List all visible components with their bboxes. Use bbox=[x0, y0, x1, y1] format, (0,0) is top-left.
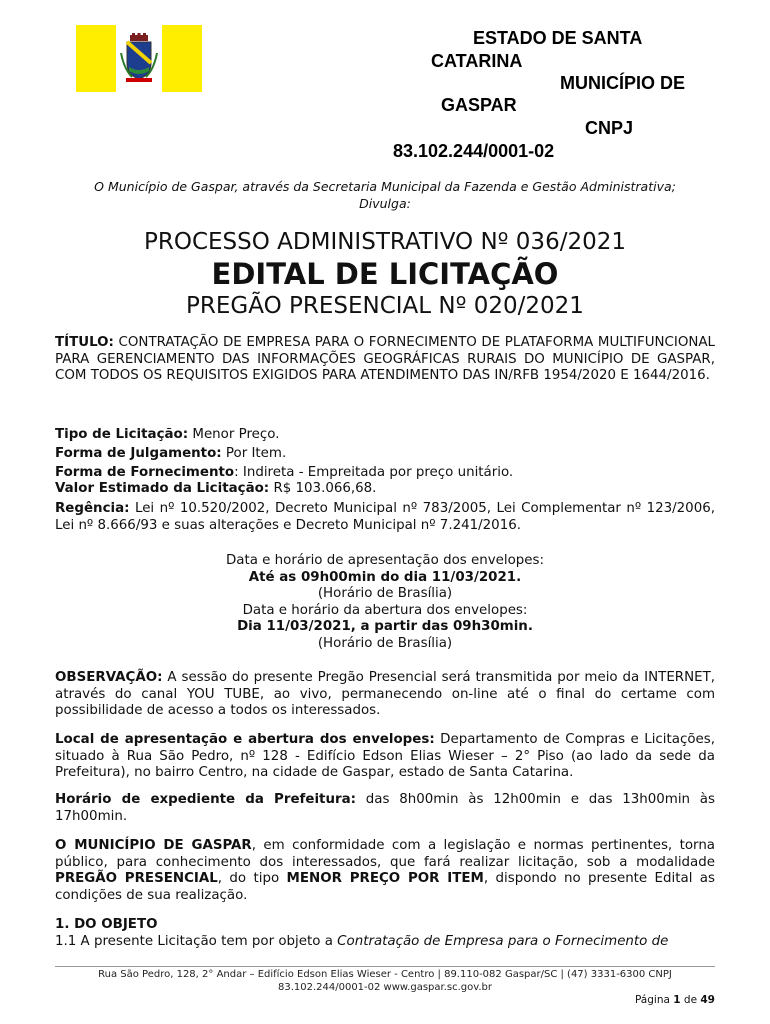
tipo-line bbox=[55, 426, 715, 444]
municipio-tipo: MENOR PREÇO POR ITEM bbox=[286, 871, 484, 886]
local-text: Departamento de Compras e Licitações, situado à Rua São Pedro, nº 128 - Edifício Edson Elias Wieser – 2° Piso (ao lado da sede da Prefeitura), no bairro Centro, na cidade de Gaspar, estado de Santa Catarina. bbox=[55, 732, 715, 780]
valor-label: Valor Estimado da Licitação: bbox=[55, 481, 270, 496]
schedule-delivery-label: Data e horário de apresentação dos envelopes: bbox=[225, 553, 545, 568]
objeto-section bbox=[55, 917, 715, 950]
footer-address bbox=[55, 969, 715, 994]
tipo-value: Menor Preço. bbox=[192, 427, 280, 442]
processo-title: PROCESSO ADMINISTRATIVO Nº 036/2021 bbox=[144, 229, 626, 255]
municipio-text3: , dispondo no presente Edital as condições de sua realização. bbox=[55, 871, 715, 903]
page-current: 1 bbox=[673, 994, 681, 1006]
flag-white-center bbox=[116, 25, 162, 92]
municipio-text2: , do tipo bbox=[217, 871, 287, 886]
horario-paragraph bbox=[55, 792, 715, 825]
footer-line1: Rua São Pedro, 128, 2° Andar – Edifício Edson Elias Wieser - Centro | 89.110-082 Gaspar/SC | (47) 3331-6300 CNPJ bbox=[98, 969, 672, 980]
regencia-value: Lei nº 10.520/2002, Decreto Municipal nº 783/2005, Lei Complementar nº 123/2006, Lei nº 8.666/93 e suas alterações e Decreto Municipal nº 7.241/2016. bbox=[55, 501, 715, 533]
schedule-opening-label: Data e horário da abertura dos envelopes: bbox=[242, 602, 528, 618]
intro-text: O Município de Gaspar, através da Secretaria Municipal da Fazenda e Gestão Administrativa; Divulga: bbox=[94, 179, 676, 211]
local-paragraph bbox=[55, 732, 715, 782]
info-block bbox=[55, 426, 715, 498]
horario-text: das 8h00min às 12h00min e das 13h00min às 17h00min. bbox=[55, 792, 715, 824]
horario-label: Horário de expediente da Prefeitura: bbox=[55, 792, 356, 807]
titulo-label: TÍTULO: bbox=[55, 335, 114, 350]
flag-yellow-left bbox=[76, 25, 116, 92]
schedule-delivery-timezone: (Horário de Brasília) bbox=[317, 586, 453, 601]
observacao-paragraph bbox=[55, 670, 715, 720]
municipio-modalidade: PREGÃO PRESENCIAL bbox=[55, 871, 218, 886]
fornecimento-label: Forma de Fornecimento bbox=[55, 465, 235, 480]
flag-yellow-right bbox=[162, 25, 202, 92]
footer-line2: 83.102.244/0001-02 www.gaspar.sc.gov.br bbox=[277, 981, 493, 993]
header-cnpj-label: CNPJ bbox=[585, 118, 634, 138]
valor-value: R$ 103.066,68. bbox=[273, 481, 377, 496]
observacao-text: A sessão do presente Pregão Presencial será transmitida por meio da INTERNET, através do canal YOU TUBE, ao vivo, permanecendo on-line até o final do certame com possibilidade de acesso a todos os interessados. bbox=[55, 670, 716, 718]
page-prefix: Página bbox=[634, 994, 674, 1006]
page-sep: de bbox=[680, 994, 701, 1006]
municipio-label: O MUNICÍPIO DE GASPAR bbox=[55, 838, 252, 853]
edital-title: EDITAL DE LICITAÇÃO bbox=[211, 257, 559, 291]
header-state-line2: CATARINA bbox=[431, 51, 523, 71]
header-municipality-line2: GASPAR bbox=[441, 95, 517, 115]
valor-line bbox=[55, 480, 715, 498]
municipio-paragraph bbox=[55, 838, 715, 904]
objeto-text: 1.1 A presente Licitação tem por objeto a bbox=[55, 933, 338, 949]
julgamento-line bbox=[55, 445, 715, 463]
julgamento-value: Por Item. bbox=[225, 446, 287, 461]
page-number bbox=[635, 994, 715, 1006]
schedule-delivery-date: Até as 09h00min do dia 11/03/2021. bbox=[248, 569, 522, 585]
municipal-flag-logo bbox=[76, 25, 202, 92]
pregao-title: PREGÃO PRESENCIAL Nº 020/2021 bbox=[186, 293, 584, 319]
regencia-paragraph bbox=[55, 501, 715, 534]
page-total: 49 bbox=[700, 994, 715, 1006]
local-label: Local de apresentação e abertura dos envelopes: bbox=[55, 732, 435, 747]
schedule-block bbox=[55, 553, 715, 652]
header-municipality-line1: MUNICÍPIO DE bbox=[560, 73, 686, 93]
titulo-text: CONTRATAÇÃO DE EMPRESA PARA O FORNECIMENTO DE PLATAFORMA MULTIFUNCIONAL PARA GERENCIAMENTO DAS INFORMAÇÕES GEOGRÁFICAS RURAIS DO MUNICÍPIO DE GASPAR, COM TODOS OS REQUISITOS EXIGIDOS PARA ATENDIMENTO DAS IN/RFB 1954/2020 E 1644/2016. bbox=[55, 335, 716, 383]
header-cnpj-number: 83.102.244/0001-02 bbox=[393, 141, 555, 161]
observacao-label: OBSERVAÇÃO: bbox=[55, 670, 163, 685]
municipio-text1: , em conformidade com a legislação e normas pertinentes, torna público, para conhecimento dos interessados, que fará realizar licitação, sob a modalidade bbox=[55, 838, 716, 870]
regencia-label: Regência: bbox=[55, 501, 130, 516]
titulo-paragraph bbox=[55, 335, 715, 385]
schedule-opening-timezone: (Horário de Brasília) bbox=[317, 635, 453, 651]
objeto-heading: 1. DO OBJETO bbox=[55, 917, 158, 932]
header-state-line1: ESTADO DE SANTA bbox=[473, 28, 643, 48]
coat-of-arms-icon bbox=[120, 33, 158, 83]
objeto-italic: Contratação de Empresa para o Fornecimento de bbox=[337, 933, 669, 949]
objeto-line bbox=[55, 934, 715, 951]
footer-divider bbox=[55, 966, 715, 967]
schedule-opening-date: Dia 11/03/2021, a partir das 09h30min. bbox=[237, 619, 533, 634]
fornecimento-value: : Indireta - Empreitada por preço unitário. bbox=[234, 465, 514, 480]
tipo-label: Tipo de Licitação: bbox=[55, 427, 189, 442]
julgamento-label: Forma de Julgamento: bbox=[55, 446, 222, 461]
